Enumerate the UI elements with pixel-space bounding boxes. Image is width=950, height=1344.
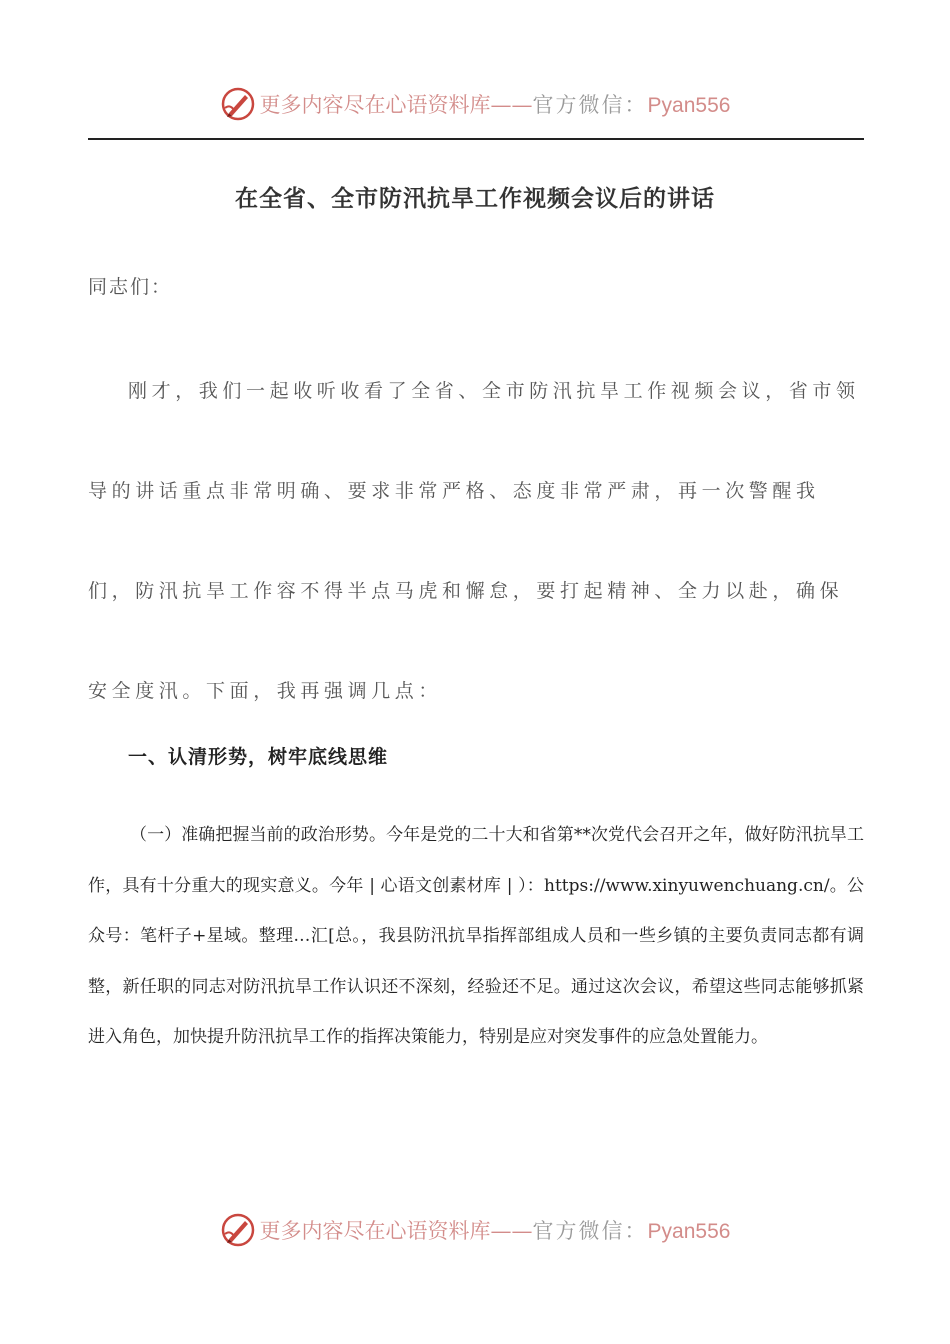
header-banner <box>0 84 950 124</box>
header-divider <box>88 138 864 140</box>
banner-wechat-id: Pyan556 <box>647 1220 731 1243</box>
banner-dash: —— <box>490 93 533 117</box>
banner-dash: —— <box>490 1219 533 1243</box>
section-paragraph-text: （一）准确把握当前的政治形势。今年是党的二十大和省第**次党代会召开之年，做好防汛抗旱工作，具有十分重大的现实意义。今年 | 心语文创素材库 | ）：https://www.xinyuwenchuang.cn/。公众号：笔杆子+星域。整理…汇[总。，我县防汛抗旱指挥部组成人员和一些乡镇的主要负责同志都有调整，新任职的同志对防汛抗旱工作认识还不深刻，经验还不足。通过这次会议，希望这些同志能够抓紧进入角色，加快提升防汛抗旱工作的指挥决策能力，特别是应对突发事件的应急处置能力。 <box>88 825 864 1047</box>
section-heading: 一、认清形势，树牢底线思维 <box>128 746 389 768</box>
banner-text <box>260 89 731 119</box>
banner-main: 更多内容尽在心语资料库 <box>259 93 491 117</box>
banner-main: 更多内容尽在心语资料库 <box>259 1219 491 1243</box>
banner-wechat-label: 官方微信： <box>532 93 648 117</box>
salutation: 同志们： <box>88 276 173 298</box>
section-paragraph <box>88 810 864 1063</box>
intro-paragraph <box>88 341 864 741</box>
intro-paragraph-text: 刚才，我们一起收听收看了全省、全市防汛抗旱工作视频会议，省市领导的讲话重点非常明确、要求非常严格、态度非常严肃，再一次警醒我们，防汛抗旱工作容不得半点马虎和懈怠，要打起精神、全力以赴，确保安全度汛。下面，我再强调几点： <box>88 380 860 702</box>
footer-banner <box>0 1210 950 1250</box>
banner-wechat-id: Pyan556 <box>647 94 731 117</box>
banner-wechat-label: 官方微信： <box>532 1219 648 1243</box>
pen-logo-icon <box>220 1212 256 1248</box>
banner-text <box>260 1215 731 1245</box>
pen-logo-icon <box>220 86 256 122</box>
document-title: 在全省、全市防汛抗旱工作视频会议后的讲话 <box>235 186 715 212</box>
